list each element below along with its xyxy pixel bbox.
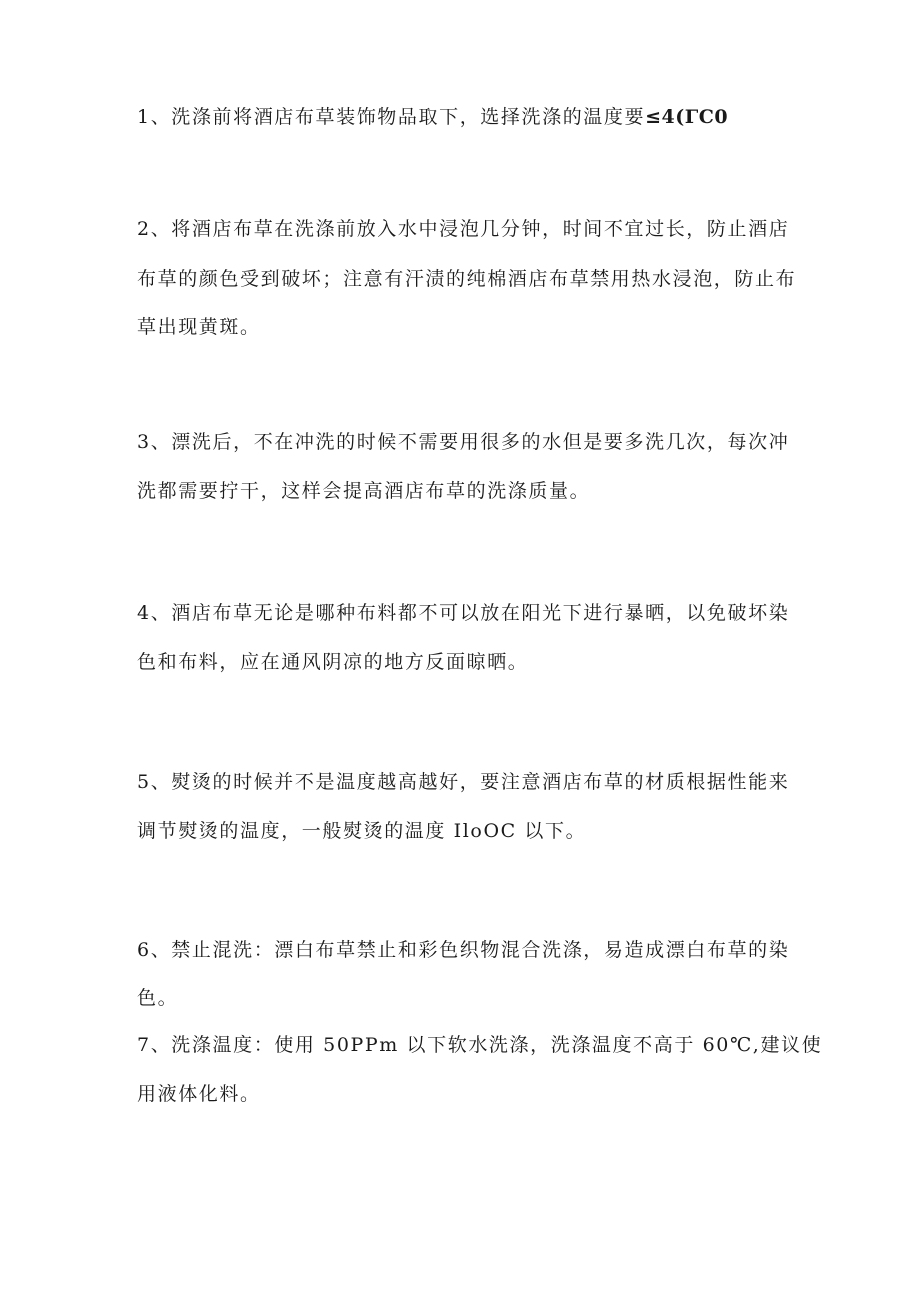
item-2-line-3: 草出现黄斑。 xyxy=(137,316,261,338)
item-5-line-1: 5、熨烫的时候并不是温度越高越好，要注意酒店布草的材质根据性能来 xyxy=(137,771,790,793)
item-2-line-1: 2、将酒店布草在洗涤前放入水中浸泡几分钟，时间不宜过长，防止酒店 xyxy=(137,218,790,240)
item-1-line-1 xyxy=(137,104,728,130)
item-1-text: 1、洗涤前将酒店布草装饰物品取下，选择洗涤的温度要 xyxy=(137,106,646,128)
item-6-line-2: 色。 xyxy=(137,987,179,1009)
item-6-line-1: 6、禁止混洗：漂白布草禁止和彩色织物混合洗涤，易造成漂白布草的染 xyxy=(137,939,790,961)
item-4-line-1: 4、酒店布草无论是哪种布料都不可以放在阳光下进行暴晒，以免破坏染 xyxy=(137,602,790,624)
item-2-line-2: 布草的颜色受到破坏；注意有汗渍的纯棉酒店布草禁用热水浸泡，防止布 xyxy=(137,268,797,290)
item-3-line-1: 3、漂洗后，不在冲洗的时候不需要用很多的水但是要多洗几次，每次冲 xyxy=(137,431,790,453)
item-5-line-2: 调节熨烫的温度，一般熨烫的温度 IloOC 以下。 xyxy=(137,820,587,842)
item-4-line-2: 色和布料，应在通风阴凉的地方反面晾晒。 xyxy=(137,651,529,673)
item-1-temperature: ≤4(ΓC0 xyxy=(645,106,729,128)
item-3-line-2: 洗都需要拧干，这样会提高酒店布草的洗涤质量。 xyxy=(137,480,591,502)
item-7-line-1: 7、洗涤温度：使用 50PPm 以下软水洗涤，洗涤温度不高于 60℃,建议使 xyxy=(137,1034,823,1056)
item-7-line-2: 用液体化料。 xyxy=(137,1083,261,1105)
